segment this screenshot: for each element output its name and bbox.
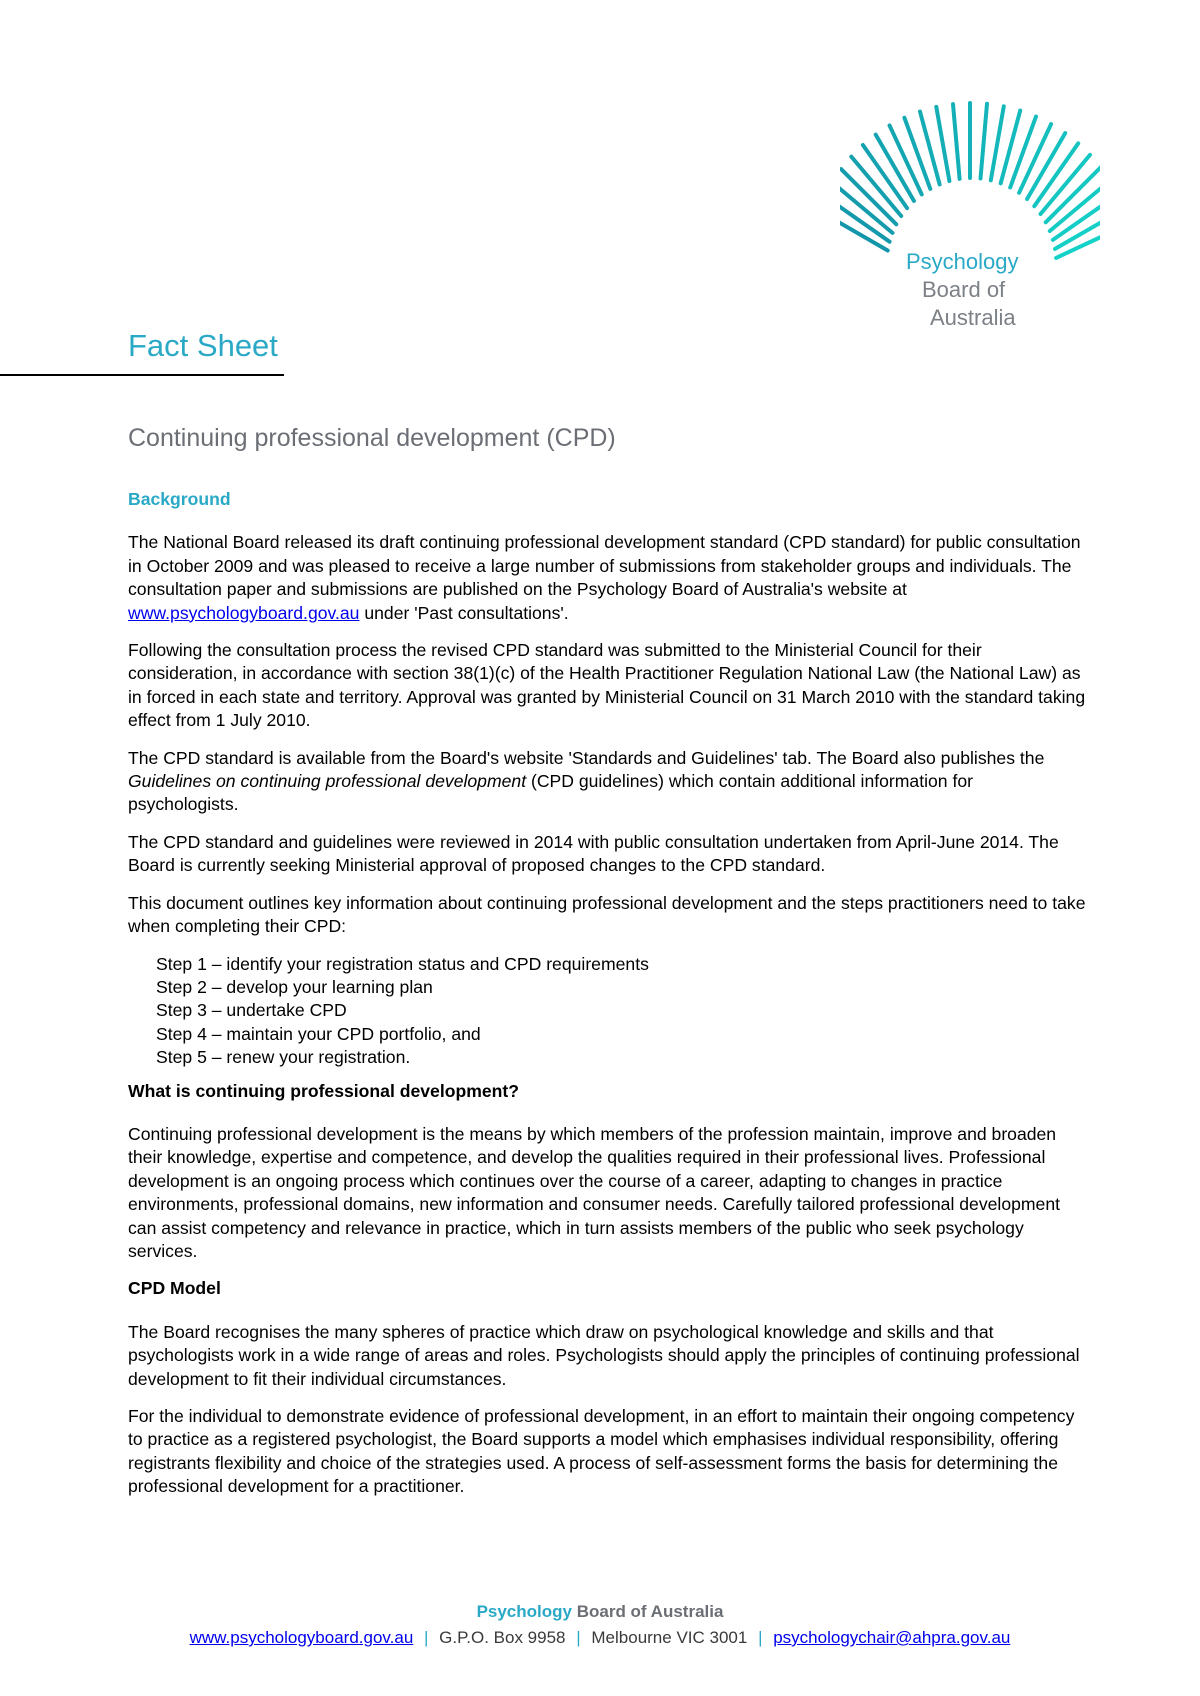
background-paragraph-5: This document outlines key information about continuing professional development and the steps practitioners need to take when completing their CPD:: [128, 892, 1086, 937]
background-paragraph-4: The CPD standard and guidelines were reviewed in 2014 with public consultation undertaken from April-June 2014. The Board is currently seeking Ministerial approval of proposed changes to the CPD standard.: [128, 831, 1059, 876]
main-content: [128, 488, 1088, 1513]
step-item: Step 3 – undertake CPD: [156, 1000, 347, 1021]
paragraph-text: (CPD guidelines) which contain additional information for psychologists.: [128, 771, 973, 815]
footer-po-box: G.P.O. Box 9958: [439, 1628, 566, 1647]
footer-separator: |: [758, 1628, 763, 1647]
what-is-cpd-heading: What is continuing professional development?: [128, 1080, 519, 1101]
page-title: Continuing professional development (CPD): [128, 424, 616, 452]
paragraph-text: The National Board released its draft continuing professional development standard (CPD standard) for public consultation in October 2009 and was pleased to receive a large number of submissions from stakeholder groups and individuals. The consultation paper and submissions are published on the Psychology Board of Australia's website at: [128, 532, 1081, 600]
logo-line-3: Australia: [930, 305, 1016, 330]
cpd-model-paragraph-1: The Board recognises the many spheres of practice which draw on psychological knowledge and skills and that psychologists work in a wide range of areas and roles. Psychologists should apply the principles of continuing professional development to fit their individual circumstances.: [128, 1321, 1080, 1389]
cpd-model-paragraph-2: For the individual to demonstrate evidence of professional development, in an effort to maintain their ongoing competency to practice as a registered psychologist, the Board supports a model which emphasises individual responsibility, offering registrants flexibility and choice of the strategies used. A process of self-assessment forms the basis for determining the professional development for a practitioner.: [128, 1406, 1075, 1497]
footer-city: Melbourne VIC 3001: [591, 1628, 748, 1647]
step-item: Step 4 – maintain your CPD portfolio, and: [156, 1023, 481, 1044]
footer-separator: |: [424, 1628, 429, 1647]
logo-ray: [1056, 224, 1100, 258]
step-item: Step 2 – develop your learning plan: [156, 976, 433, 997]
logo-ray: [991, 106, 1004, 180]
step-item: Step 5 – renew your registration.: [156, 1047, 411, 1068]
logo-ray: [981, 104, 988, 179]
cpd-model-heading: CPD Model: [128, 1278, 221, 1299]
footer-separator: |: [576, 1628, 581, 1647]
steps-list: [156, 953, 1088, 1070]
logo-ray: [840, 211, 888, 251]
logo-ray: [1055, 209, 1100, 249]
logo-line-2: Board of: [922, 277, 1006, 302]
board-logo: [840, 68, 1100, 338]
fact-sheet-label: Fact Sheet: [128, 328, 278, 363]
paragraph-text: under 'Past consultations'.: [359, 602, 569, 623]
background-heading: Background: [128, 489, 231, 509]
footer-contact: [0, 1628, 1200, 1648]
background-paragraph-3: [128, 747, 1088, 817]
logo-rays-icon: [840, 68, 1100, 268]
footer-org-part-1: Psychology: [476, 1602, 572, 1621]
footer-organisation: [0, 1602, 1200, 1622]
footer-email-link[interactable]: psychologychair@ahpra.gov.au: [773, 1628, 1011, 1647]
guidelines-title: Guidelines on continuing professional development: [128, 771, 527, 792]
logo-line-1: Psychology: [906, 249, 1019, 274]
footer-website-link[interactable]: www.psychologyboard.gov.au: [189, 1628, 414, 1647]
footer-org-part-2: Board of Australia: [571, 1602, 724, 1621]
step-item: Step 1 – identify your registration status and CPD requirements: [156, 953, 649, 974]
what-is-cpd-paragraph: Continuing professional development is the means by which members of the profession maintain, improve and broaden their knowledge, expertise and competence, and develop the qualities required in their professional lives. Professional development is an ongoing process which continues over the course of a career, adapting to changes in practice environments, professional domains, new information and consumer needs. Carefully tailored professional development can assist competency and relevance in practice, which in turn assists members of the public who seek psychology services.: [128, 1123, 1060, 1261]
logo-ray: [840, 196, 890, 242]
header-divider: [0, 374, 284, 376]
background-paragraph-2: Following the consultation process the revised CPD standard was submitted to the Ministerial Council for their consideration, in accordance with section 38(1)(c) of the Health Practitioner Regulation National Law (the National Law) as in forced in each state and territory. Approval was granted by Ministerial Council on 31 March 2010 with the standard taking effect from 1 July 2010.: [128, 640, 1086, 731]
website-link[interactable]: www.psychologyboard.gov.au: [128, 602, 360, 623]
logo-ray: [1053, 195, 1100, 240]
paragraph-text: The CPD standard is available from the Board's website 'Standards and Guidelines' tab. The Board also publishes the: [128, 747, 1045, 768]
logo-ray: [953, 104, 960, 179]
background-paragraph-1: [128, 531, 1088, 625]
logo-ray: [936, 107, 949, 181]
logo-wordmark: [906, 248, 1019, 332]
